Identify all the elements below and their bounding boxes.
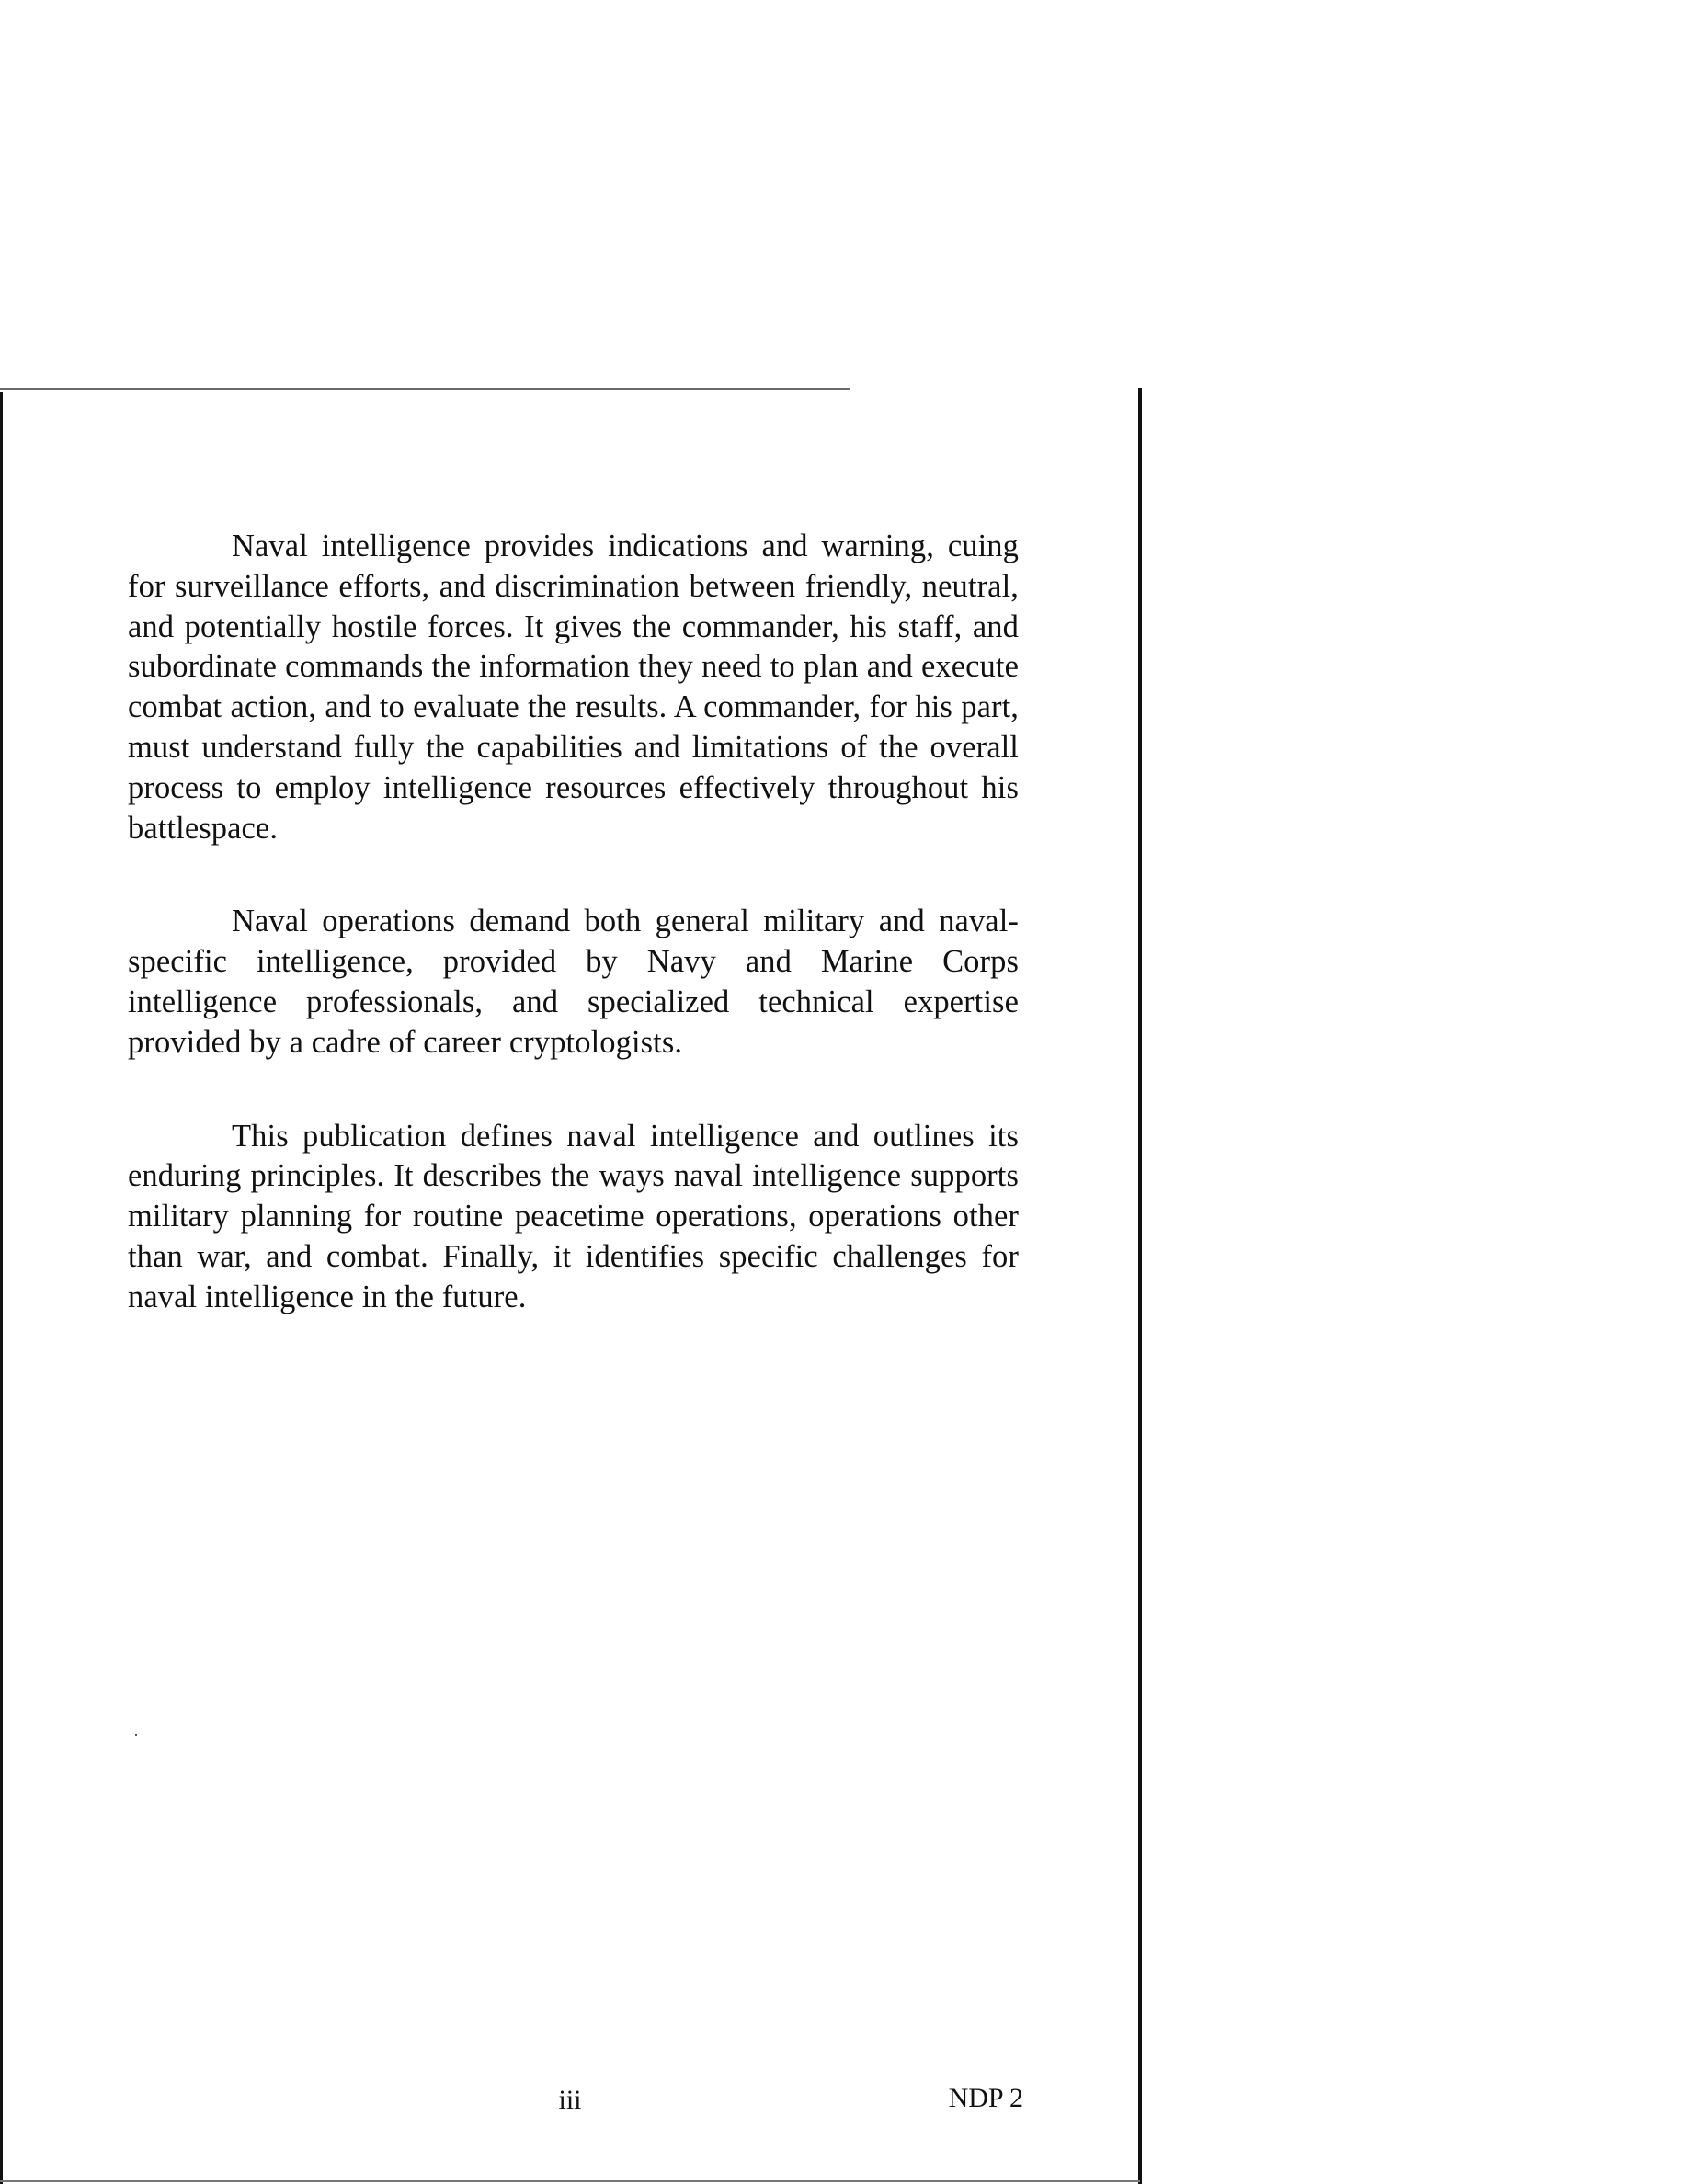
body-text — [128, 527, 1019, 1371]
page-number: iii — [558, 2085, 582, 2115]
paragraph-publication-scope: This publication defines naval intelligence and outlines its enduring principles. It describes the ways naval intelligence supports military planning for routine peacetime operations, operations other than war, and combat. Finally, it identifies specific challenges for naval intelligence in the future. — [128, 1118, 1019, 1314]
paragraph-operations-demand: Naval operations demand both general military and naval-specific intelligence, provided by Navy and Marine Corps intelligence professionals, and specialized technical expertise provided by a cadre of career cryptologists. — [128, 904, 1019, 1060]
right-border-rule — [1138, 388, 1142, 2184]
document-id: NDP 2 — [948, 2083, 1023, 2113]
scan-speck — [135, 1734, 137, 1736]
top-border-rule — [0, 388, 850, 390]
bottom-border-rule — [0, 2180, 1140, 2182]
paragraph-intelligence-overview: Naval intelligence provides indications and warning, cuing for surveillance efforts, and discrimination between friendly, neutral, and potentially hostile forces. It gives the commander, his staff, and subordinate commands the information they need to plan and execute combat action, and to evaluate the results. A commander, for his part, must understand fully the capabilities and limitations of the overall process to employ intelligence resources effectively throughout his battlespace. — [128, 529, 1019, 846]
left-border-rule — [0, 392, 3, 2184]
